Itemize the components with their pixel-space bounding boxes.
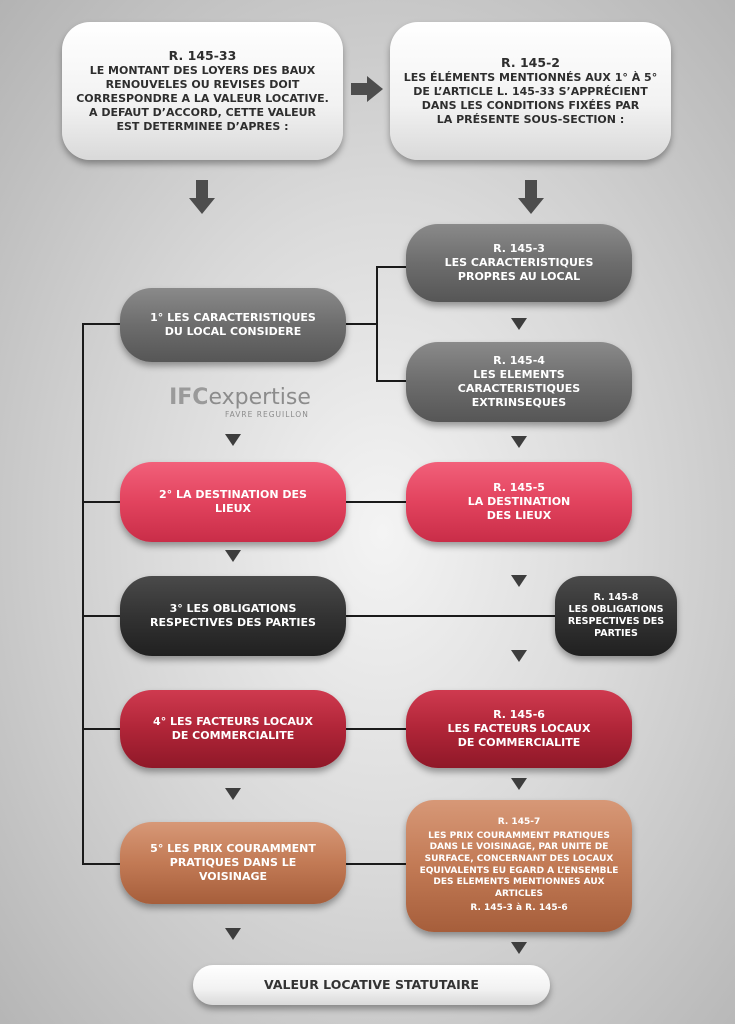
right-item-line: LES CARACTERISTIQUES <box>444 256 594 269</box>
connector-item-2 <box>82 501 122 503</box>
top-right-line: DANS LES CONDITIONS FIXÉES PAR <box>421 99 640 112</box>
left-item-4 <box>120 690 346 768</box>
triangle-down-icon <box>511 942 527 954</box>
connector-bracket-bottom <box>376 380 408 382</box>
triangle-down-icon <box>225 550 241 562</box>
left-item-5 <box>120 822 346 904</box>
top-left-box <box>62 22 343 160</box>
right-item-line: ARTICLES <box>495 888 543 899</box>
connector-item-4 <box>82 728 122 730</box>
connector-item-5 <box>82 863 122 865</box>
connector-1-to-right <box>345 323 377 325</box>
top-left-line: EST DETERMINEE D’APRES : <box>116 120 289 133</box>
right-item-line: CARACTERISTIQUES <box>457 382 581 395</box>
right-item-line: PARTIES <box>594 628 638 639</box>
left-item-4-line: DE COMMERCIALITE <box>171 729 295 742</box>
left-item-3-line: 3° LES OBLIGATIONS <box>169 602 297 615</box>
left-item-4-line: 4° LES FACTEURS LOCAUX <box>153 715 313 728</box>
right-item-line: SURFACE, CONCERNANT DES LOCAUX <box>424 853 614 864</box>
ifc-expertise-logo <box>165 386 315 419</box>
arrow-down-icon <box>518 180 544 214</box>
triangle-down-icon <box>225 928 241 940</box>
right-item-line: LA DESTINATION <box>467 495 571 508</box>
connector-4-to-right <box>345 728 408 730</box>
connector-item-1 <box>82 323 122 325</box>
right-item-line: LES OBLIGATIONS <box>568 604 664 615</box>
connector-2-to-right <box>345 501 408 503</box>
left-item-5-line: VOISINAGE <box>198 870 268 883</box>
connector-bracket-top <box>376 266 408 268</box>
triangle-down-icon <box>225 434 241 446</box>
logo-brand-rest: expertise <box>208 385 311 410</box>
top-right-line: DE L’ARTICLE L. 145-33 S’APPRÉCIENT <box>413 85 648 98</box>
left-item-5-line: PRATIQUES DANS LE <box>169 856 297 869</box>
right-item-line: DANS LE VOISINAGE, PAR UNITE DE <box>429 842 609 853</box>
triangle-down-icon <box>511 575 527 587</box>
right-item-line: R. 145-5 <box>493 481 545 494</box>
left-vertical-connector <box>82 324 84 864</box>
top-right-ref: R. 145-2 <box>501 55 560 70</box>
right-item-line: EXTRINSEQUES <box>471 396 567 409</box>
right-item-line: DES ELEMENTS MENTIONNES AUX <box>433 877 605 888</box>
top-left-line: CORRESPONDRE A LA VALEUR LOCATIVE. <box>76 92 329 105</box>
top-right-line: LA PRÉSENTE SOUS-SECTION : <box>436 113 625 126</box>
right-item-line: R. 145-8 <box>593 592 639 603</box>
top-right-box <box>390 22 671 160</box>
left-item-1-line: 1° LES CARACTERISTIQUES <box>150 311 316 324</box>
right-item-line: R. 145-7 <box>497 817 541 828</box>
logo-subtitle: FAVRE REGUILLON <box>225 410 309 419</box>
left-item-3-line: RESPECTIVES DES PARTIES <box>150 616 316 629</box>
right-item-line: LES FACTEURS LOCAUX <box>447 722 591 735</box>
left-item-2-line: LIEUX <box>214 502 252 515</box>
left-item-1-line: DU LOCAL CONSIDERE <box>164 325 302 338</box>
left-item-1 <box>120 288 346 362</box>
left-item-2-line: 2° LA DESTINATION DES <box>159 488 307 501</box>
right-item-r145-6 <box>406 690 632 768</box>
result-label: VALEUR LOCATIVE STATUTAIRE <box>264 977 479 992</box>
top-right-line: LES ÉLÉMENTS MENTIONNÉS AUX 1° À 5° <box>403 71 658 84</box>
result-box <box>193 965 550 1005</box>
triangle-down-icon <box>225 788 241 800</box>
right-item-r145-4 <box>406 342 632 422</box>
right-item-r145-5 <box>406 462 632 542</box>
right-item-line: R. 145-6 <box>493 708 545 721</box>
top-left-line: RENOUVELES OU REVISES DOIT <box>105 78 300 91</box>
top-left-line: A DEFAUT D’ACCORD, CETTE VALEUR <box>88 106 316 119</box>
right-item-r145-8 <box>555 576 677 656</box>
right-item-line: PROPRES AU LOCAL <box>457 270 581 283</box>
triangle-down-icon <box>511 436 527 448</box>
right-item-line: R. 145-4 <box>493 354 545 367</box>
right-item-line: DE COMMERCIALITE <box>457 736 581 749</box>
connector-item-3 <box>82 615 122 617</box>
right-item-line: R. 145-3 <box>493 242 545 255</box>
triangle-down-icon <box>511 318 527 330</box>
left-item-2 <box>120 462 346 542</box>
connector-5-to-right <box>345 863 408 865</box>
right-item-line: LES ELEMENTS <box>473 368 565 381</box>
left-item-3 <box>120 576 346 656</box>
right-item-line: DES LIEUX <box>486 509 552 522</box>
connector-3-to-right <box>345 615 557 617</box>
arrow-down-icon <box>189 180 215 214</box>
top-left-ref: R. 145-33 <box>168 48 237 63</box>
top-left-line: LE MONTANT DES LOYERS DES BAUX <box>89 64 316 77</box>
triangle-down-icon <box>511 650 527 662</box>
right-item-line: R. 145-3 à R. 145-6 <box>470 903 568 914</box>
logo-brand-bold: IFC <box>169 385 209 410</box>
right-item-line: EQUIVALENTS EU EGARD A L’ENSEMBLE <box>419 865 619 876</box>
right-item-r145-3 <box>406 224 632 302</box>
arrow-right-icon <box>351 76 383 102</box>
left-item-5-line: 5° LES PRIX COURAMMENT <box>150 842 316 855</box>
connector-bracket-vertical <box>376 266 378 382</box>
triangle-down-icon <box>511 778 527 790</box>
right-item-r145-7 <box>406 800 632 932</box>
right-item-line: LES PRIX COURAMMENT PRATIQUES <box>428 830 610 841</box>
right-item-line: RESPECTIVES DES <box>567 616 665 627</box>
